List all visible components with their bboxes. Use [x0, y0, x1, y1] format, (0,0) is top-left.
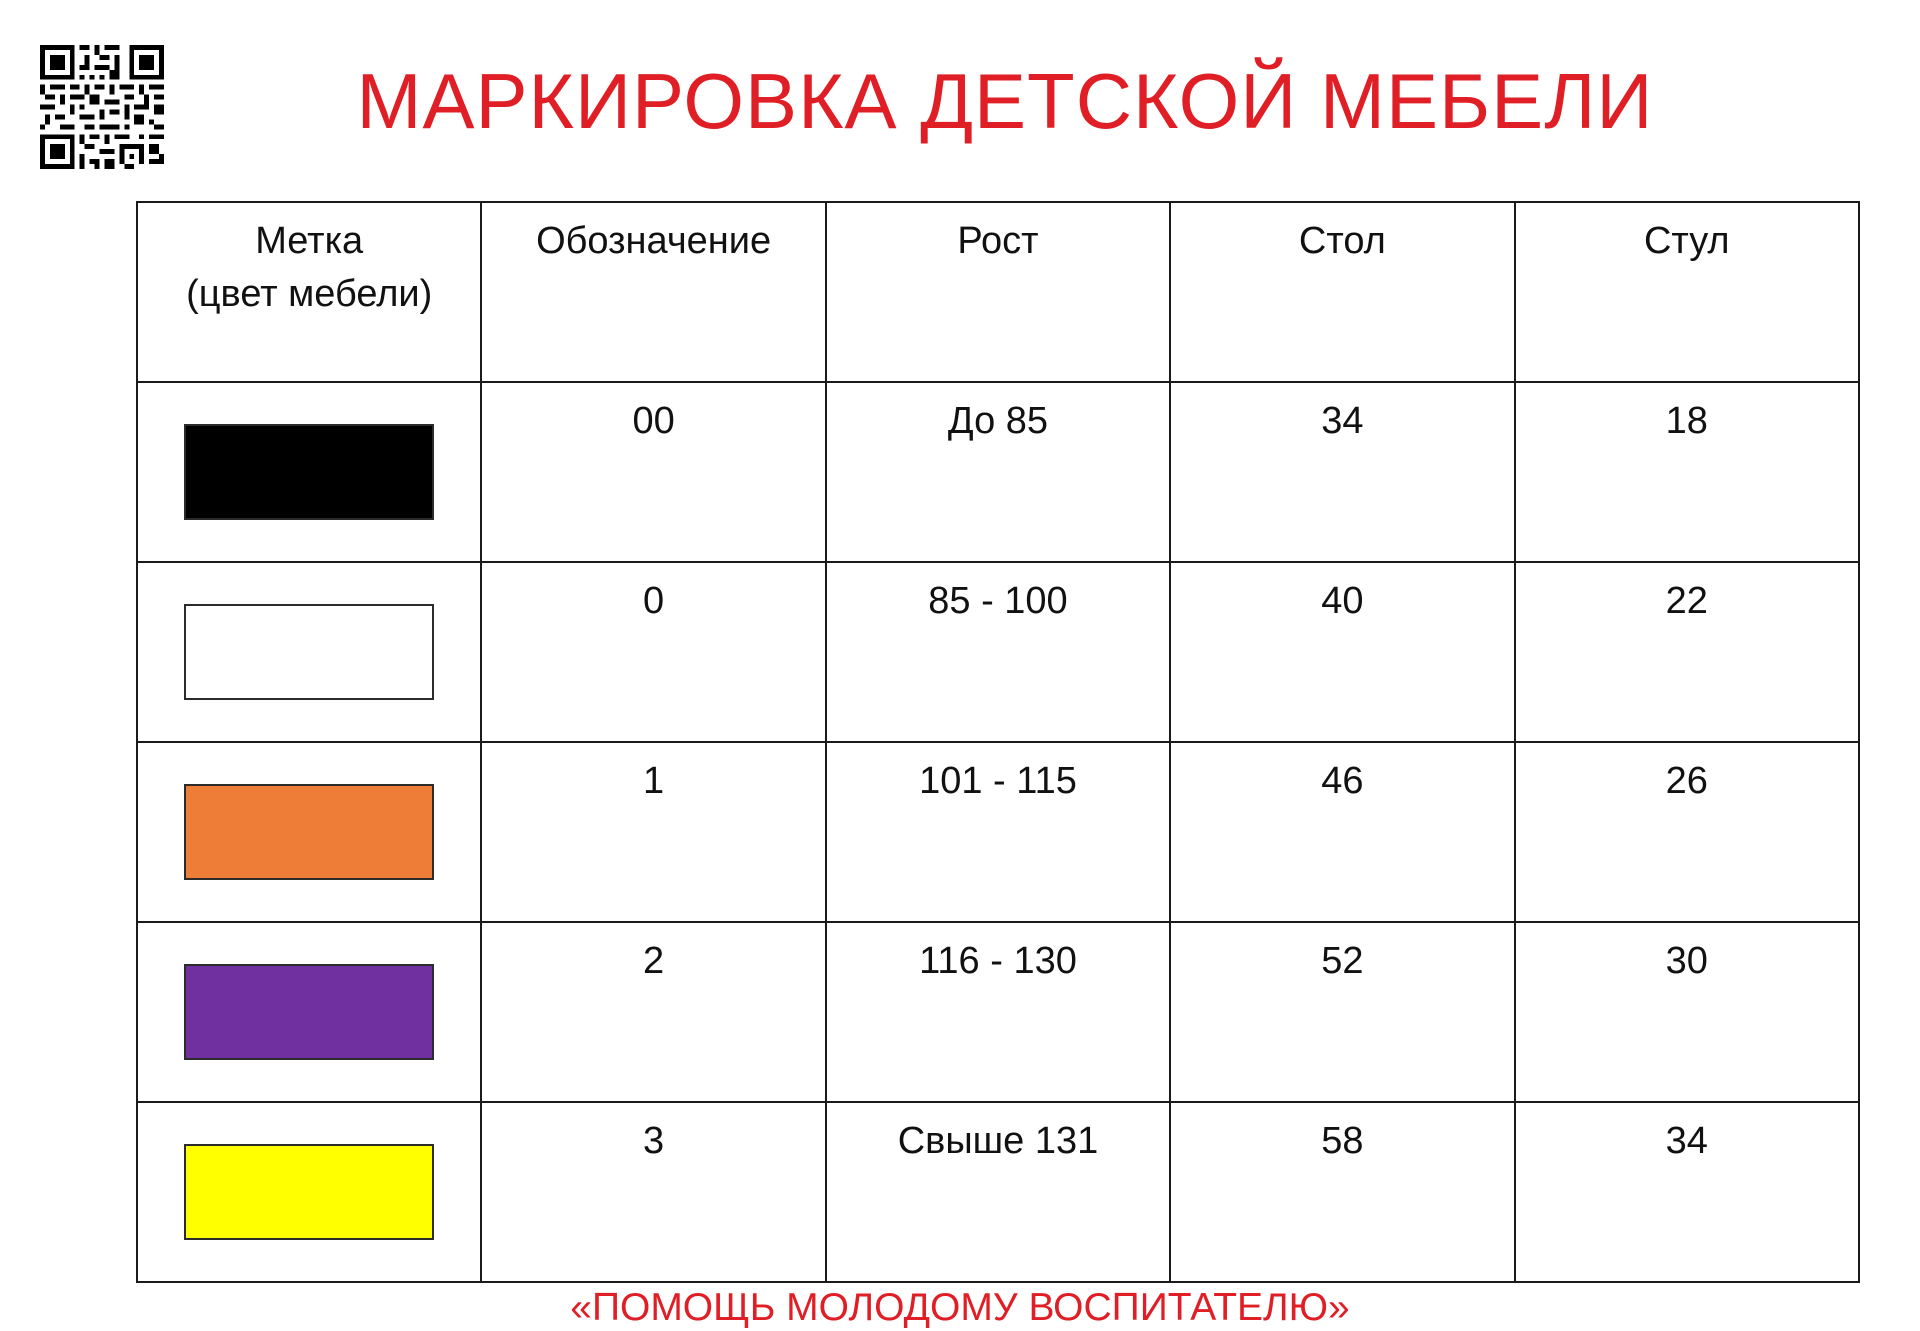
table-height-cell: 40	[1170, 562, 1514, 742]
table-height-cell: 52	[1170, 922, 1514, 1102]
page-title: МАРКИРОВКА ДЕТСКОЙ МЕБЕЛИ	[356, 57, 1654, 145]
chair-height-cell: 34	[1515, 1102, 1859, 1282]
table-row	[137, 922, 1859, 1102]
table-row	[137, 562, 1859, 742]
header-mark	[137, 202, 481, 382]
designation-cell: 1	[481, 742, 825, 922]
table-height-cell: 58	[1170, 1102, 1514, 1282]
color-swatch-orange	[184, 784, 434, 880]
chair-height-cell: 26	[1515, 742, 1859, 922]
designation-cell: 2	[481, 922, 825, 1102]
table-header-row	[137, 202, 1859, 382]
mark-cell	[137, 562, 481, 742]
table-row	[137, 382, 1859, 562]
mark-cell	[137, 742, 481, 922]
height-cell: Свыше 131	[826, 1102, 1170, 1282]
color-swatch-black	[184, 424, 434, 520]
height-cell: До 85	[826, 382, 1170, 562]
chair-height-cell: 18	[1515, 382, 1859, 562]
header-table: Стол	[1170, 202, 1514, 382]
header-designation: Обозначение	[481, 202, 825, 382]
table-height-cell: 34	[1170, 382, 1514, 562]
table-row	[137, 1102, 1859, 1282]
header-chair: Стул	[1515, 202, 1859, 382]
table-row	[137, 742, 1859, 922]
table-height-cell: 46	[1170, 742, 1514, 922]
height-cell: 85 - 100	[826, 562, 1170, 742]
designation-cell: 0	[481, 562, 825, 742]
chair-height-cell: 22	[1515, 562, 1859, 742]
header-mark-line2: (цвет мебели)	[186, 273, 433, 316]
header-height: Рост	[826, 202, 1170, 382]
color-swatch-yellow	[184, 1144, 434, 1240]
mark-cell	[137, 382, 481, 562]
color-swatch-purple	[184, 964, 434, 1060]
height-cell: 101 - 115	[826, 742, 1170, 922]
designation-cell: 00	[481, 382, 825, 562]
mark-cell	[137, 922, 481, 1102]
chair-height-cell: 30	[1515, 922, 1859, 1102]
height-cell: 116 - 130	[826, 922, 1170, 1102]
color-swatch-white	[184, 604, 434, 700]
furniture-marking-table	[136, 201, 1860, 1283]
footer-caption: «ПОМОЩЬ МОЛОДОМУ ВОСПИТАТЕЛЮ»	[570, 1286, 1350, 1329]
mark-cell	[137, 1102, 481, 1282]
header-mark-line1: Метка	[255, 220, 364, 262]
designation-cell: 3	[481, 1102, 825, 1282]
